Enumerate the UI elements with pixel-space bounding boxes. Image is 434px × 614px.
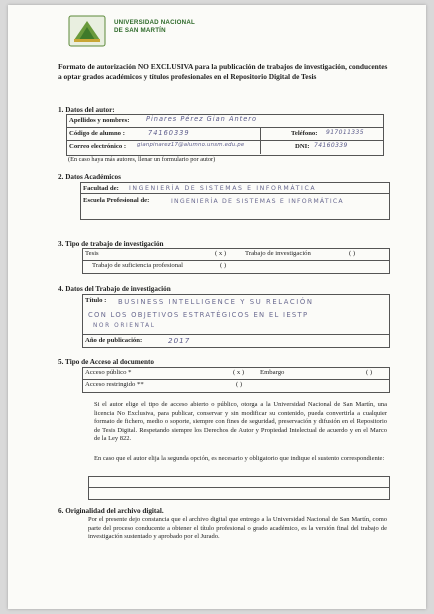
document-page bbox=[8, 5, 426, 609]
apellidos-label: Apellidos y nombres: bbox=[69, 117, 130, 124]
titulo-label: Título : bbox=[85, 297, 107, 304]
dni-label: DNI: bbox=[295, 143, 310, 150]
embargo-checkbox[interactable]: ( ) bbox=[366, 369, 373, 376]
divider bbox=[80, 193, 389, 194]
tesis-label: Tesis bbox=[85, 250, 99, 257]
telefono-label: Teléfono: bbox=[291, 130, 318, 137]
divider bbox=[82, 334, 389, 335]
originality-paragraph: Por el presente dejo constancia que el archivo digital que entrego a la Universidad Nacional de San Martín, como parte del proceso conducente a obtener el título profesional o grado académico, es la versión final del trabajo de investigación sustentado y aprobado por el Jurado. bbox=[88, 516, 387, 541]
publico-checkbox[interactable]: ( x ) bbox=[233, 369, 245, 376]
divider bbox=[82, 379, 389, 380]
section-3-heading: 3. Tipo de trabajo de investigación bbox=[58, 240, 164, 248]
section-1-heading: 1. Datos del autor: bbox=[58, 106, 115, 114]
telefono-value: 917011335 bbox=[326, 129, 364, 136]
embargo-label: Embargo bbox=[260, 369, 285, 376]
correo-label: Correo electrónico : bbox=[69, 143, 127, 150]
university-name bbox=[114, 19, 195, 35]
publico-label: Acceso público * bbox=[85, 369, 132, 376]
restringido-checkbox[interactable]: ( ) bbox=[236, 381, 243, 388]
restringido-label: Acceso restringido ** bbox=[85, 381, 144, 388]
facultad-value: INGENIERÍA DE SISTEMAS E INFORMÁTICA bbox=[129, 185, 317, 192]
work-type-box bbox=[82, 248, 390, 274]
apellidos-value: Pinares Pérez Gian Antero bbox=[146, 115, 258, 123]
trabajo-investigacion-checkbox[interactable]: ( ) bbox=[349, 250, 356, 257]
author-note: (En caso haya más autores, llenar un formulario por autor) bbox=[68, 156, 216, 163]
correo-value: gianpinarez17@alumno.unsm.edu.pe bbox=[137, 142, 245, 148]
document-title: Formato de autorización NO EXCLUSIVA para la publicación de trabajos de investigación, conducentes a optar grados académicos y títulos profesionales en el Repositorio Digital de Tesis bbox=[58, 62, 388, 81]
escuela-value: INGENIERÍA DE SISTEMAS E INFORMÁTICA bbox=[171, 198, 344, 205]
university-logo bbox=[68, 15, 106, 47]
titulo-line-1: BUSINESS INTELLIGENCE Y SU RELACIÓN bbox=[118, 298, 314, 306]
restricted-paragraph: En caso que el autor elija la segunda opción, es necesario y obligatorio que indique el sustento correspondiente: bbox=[94, 455, 385, 462]
section-4-heading: 4. Datos del Trabajo de investigación bbox=[58, 285, 171, 293]
titulo-line-2: CON LOS OBJETIVOS ESTRATÉGICOS EN EL IESTP bbox=[88, 311, 309, 319]
titulo-line-3: NOR ORIENTAL bbox=[93, 323, 156, 329]
license-paragraph: Si el autor elige el tipo de acceso abierto o público, otorga a la Universidad Nacional de San Martín, una licencia No Exclusiva, para publicar, conservar y sin modificar su contenido, pueda convertirla a cualquier formato de fichero, medio o soporte, siempre con fines de seguridad, preservación y difusión en el Repositorio de Tesis Digital. Respetando siempre los Derechos de Autor y Propiedad Intelectual de acuerdo y en el Marco de la Ley 822. bbox=[94, 401, 387, 443]
divider bbox=[66, 140, 383, 141]
divider bbox=[260, 127, 261, 154]
divider bbox=[88, 487, 389, 488]
divider bbox=[82, 260, 389, 261]
anio-value: 2017 bbox=[168, 336, 191, 345]
university-line-1: UNIVERSIDAD NACIONAL bbox=[114, 19, 196, 26]
suficiencia-checkbox[interactable]: ( ) bbox=[220, 262, 227, 269]
codigo-value: 74160339 bbox=[148, 129, 190, 137]
anio-label: Año de publicación: bbox=[85, 337, 143, 344]
dni-value: 74160339 bbox=[314, 142, 348, 149]
justification-box[interactable] bbox=[88, 476, 390, 500]
suficiencia-label: Trabajo de suficiencia profesional bbox=[92, 262, 183, 269]
section-5-heading: 5. Tipo de Acceso al documento bbox=[58, 358, 154, 366]
tesis-checkbox[interactable]: ( x ) bbox=[215, 250, 227, 257]
section-2-heading: 2. Datos Académicos bbox=[58, 173, 121, 181]
divider bbox=[66, 127, 383, 128]
escuela-label: Escuela Profesional de: bbox=[83, 197, 150, 204]
facultad-label: Facultad de: bbox=[83, 185, 119, 192]
trabajo-investigacion-label: Trabajo de investigación bbox=[245, 250, 311, 257]
section-6-heading: 6. Originalidad del archivo digital. bbox=[58, 507, 164, 515]
codigo-label: Código de alumno : bbox=[69, 130, 125, 137]
university-line-2: DE SAN MARTÍN bbox=[114, 27, 166, 34]
